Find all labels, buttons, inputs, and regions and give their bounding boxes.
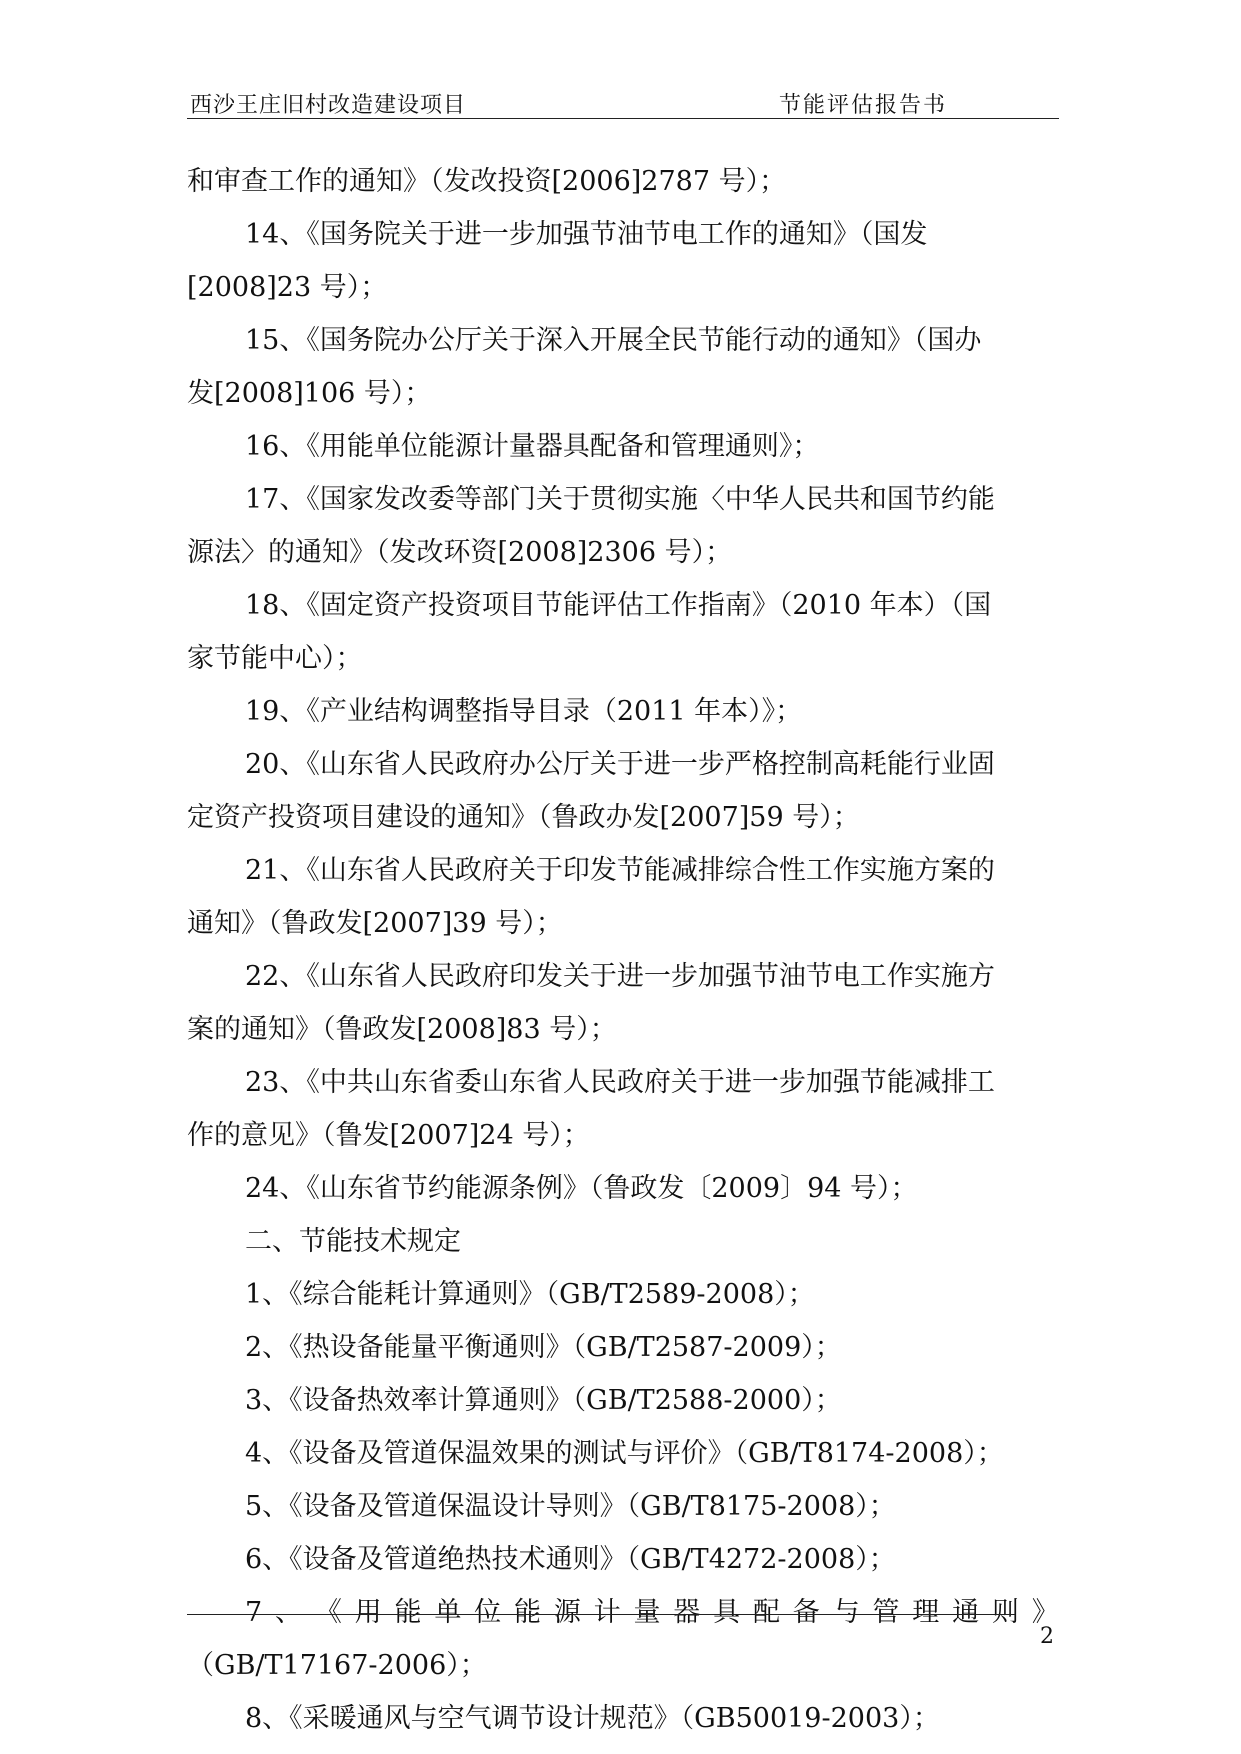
char: 备 bbox=[792, 1597, 820, 1628]
list-item: 14、《国务院关于进一步加强节油节电工作的通知》（国发 bbox=[245, 219, 928, 250]
list-item: 6、《设备及管道绝热技术通则》（GB/T4272-2008）； bbox=[245, 1544, 896, 1575]
char: 》 bbox=[1031, 1597, 1059, 1628]
page-header bbox=[187, 88, 1059, 119]
char: 、 bbox=[275, 1597, 303, 1628]
char: 用 bbox=[354, 1597, 382, 1628]
char: 与 bbox=[832, 1597, 860, 1628]
header-report-title: 节能评估报告书 bbox=[779, 93, 948, 118]
list-item: 19、《产业结构调整指导目录（2011 年本）》； bbox=[245, 696, 803, 727]
char: 能 bbox=[394, 1597, 422, 1628]
char: 管 bbox=[872, 1597, 900, 1628]
char: 则 bbox=[991, 1597, 1019, 1628]
list-item: 3、《设备热效率计算通则》（GB/T2588-2000）； bbox=[245, 1385, 842, 1416]
char: 器 bbox=[673, 1597, 701, 1628]
page-number: 2 bbox=[1040, 1624, 1054, 1649]
char: 能 bbox=[513, 1597, 541, 1628]
list-item: 18、《固定资产投资项目节能评估工作指南》（2010 年本）（国 bbox=[245, 590, 992, 621]
list-item: 20、《山东省人民政府办公厅关于进一步严格控制高耗能行业固 bbox=[245, 749, 995, 780]
char: 量 bbox=[633, 1597, 661, 1628]
char: 配 bbox=[752, 1597, 780, 1628]
text-line: 源法〉的通知》（发改环资[2008]2306 号）； bbox=[187, 537, 733, 568]
char: 7 bbox=[245, 1597, 263, 1628]
text-line: 家节能中心）； bbox=[187, 643, 363, 674]
char: 计 bbox=[593, 1597, 621, 1628]
list-item: 15、《国务院办公厅关于深入开展全民节能行动的通知》（国办 bbox=[245, 325, 982, 356]
list-item: 16、《用能单位能源计量器具配备和管理通则》； bbox=[245, 431, 820, 462]
char: 通 bbox=[952, 1597, 980, 1628]
char: 理 bbox=[912, 1597, 940, 1628]
text-line: （GB/T17167-2006）； bbox=[187, 1650, 487, 1681]
list-item: 24、《山东省节约能源条例》（鲁政发〔2009〕94 号）； bbox=[245, 1173, 918, 1204]
text-line: [2008]23 号）； bbox=[187, 272, 388, 303]
text-line: 发[2008]106 号）； bbox=[187, 378, 432, 409]
text-line: 通知》（鲁政发[2007]39 号）； bbox=[187, 908, 563, 939]
char: 单 bbox=[434, 1597, 462, 1628]
list-item: 21、《山东省人民政府关于印发节能减排综合性工作实施方案的 bbox=[245, 855, 995, 886]
list-item: 23、《中共山东省委山东省人民政府关于进一步加强节能减排工 bbox=[245, 1067, 995, 1098]
list-item: 22、《山东省人民政府印发关于进一步加强节油节电工作实施方 bbox=[245, 961, 995, 992]
text-line: 作的意见》（鲁发[2007]24 号）； bbox=[187, 1120, 590, 1151]
text-line: 和审查工作的通知》（发改投资[2006]2787 号）； bbox=[187, 166, 787, 197]
list-item: 2、《热设备能量平衡通则》（GB/T2587-2009）； bbox=[245, 1332, 842, 1363]
char: 源 bbox=[553, 1597, 581, 1628]
document-body bbox=[187, 155, 1059, 1745]
text-line: 定资产投资项目建设的通知》（鲁政办发[2007]59 号）； bbox=[187, 802, 860, 833]
text-line: 案的通知》（鲁政发[2008]83 号）； bbox=[187, 1014, 617, 1045]
char: 位 bbox=[474, 1597, 502, 1628]
list-item-justified bbox=[187, 1586, 1059, 1639]
header-project-title: 西沙王庄旧村改造建设项目 bbox=[190, 93, 467, 118]
list-item: 17、《国家发改委等部门关于贯彻实施〈中华人民共和国节约能 bbox=[245, 484, 995, 515]
section-heading: 二、节能技术规定 bbox=[245, 1226, 461, 1257]
list-item: 5、《设备及管道保温设计导则》（GB/T8175-2008）； bbox=[245, 1491, 896, 1522]
footer-divider bbox=[187, 1614, 1015, 1615]
char: 具 bbox=[713, 1597, 741, 1628]
list-item: 1、《综合能耗计算通则》（GB/T2589-2008）； bbox=[245, 1279, 815, 1310]
list-item: 4、《设备及管道保温效果的测试与评价》（GB/T8174-2008）； bbox=[245, 1438, 1004, 1469]
char: 《 bbox=[314, 1597, 342, 1628]
list-item: 8、《采暖通风与空气调节设计规范》（GB50019-2003）； bbox=[245, 1703, 940, 1734]
